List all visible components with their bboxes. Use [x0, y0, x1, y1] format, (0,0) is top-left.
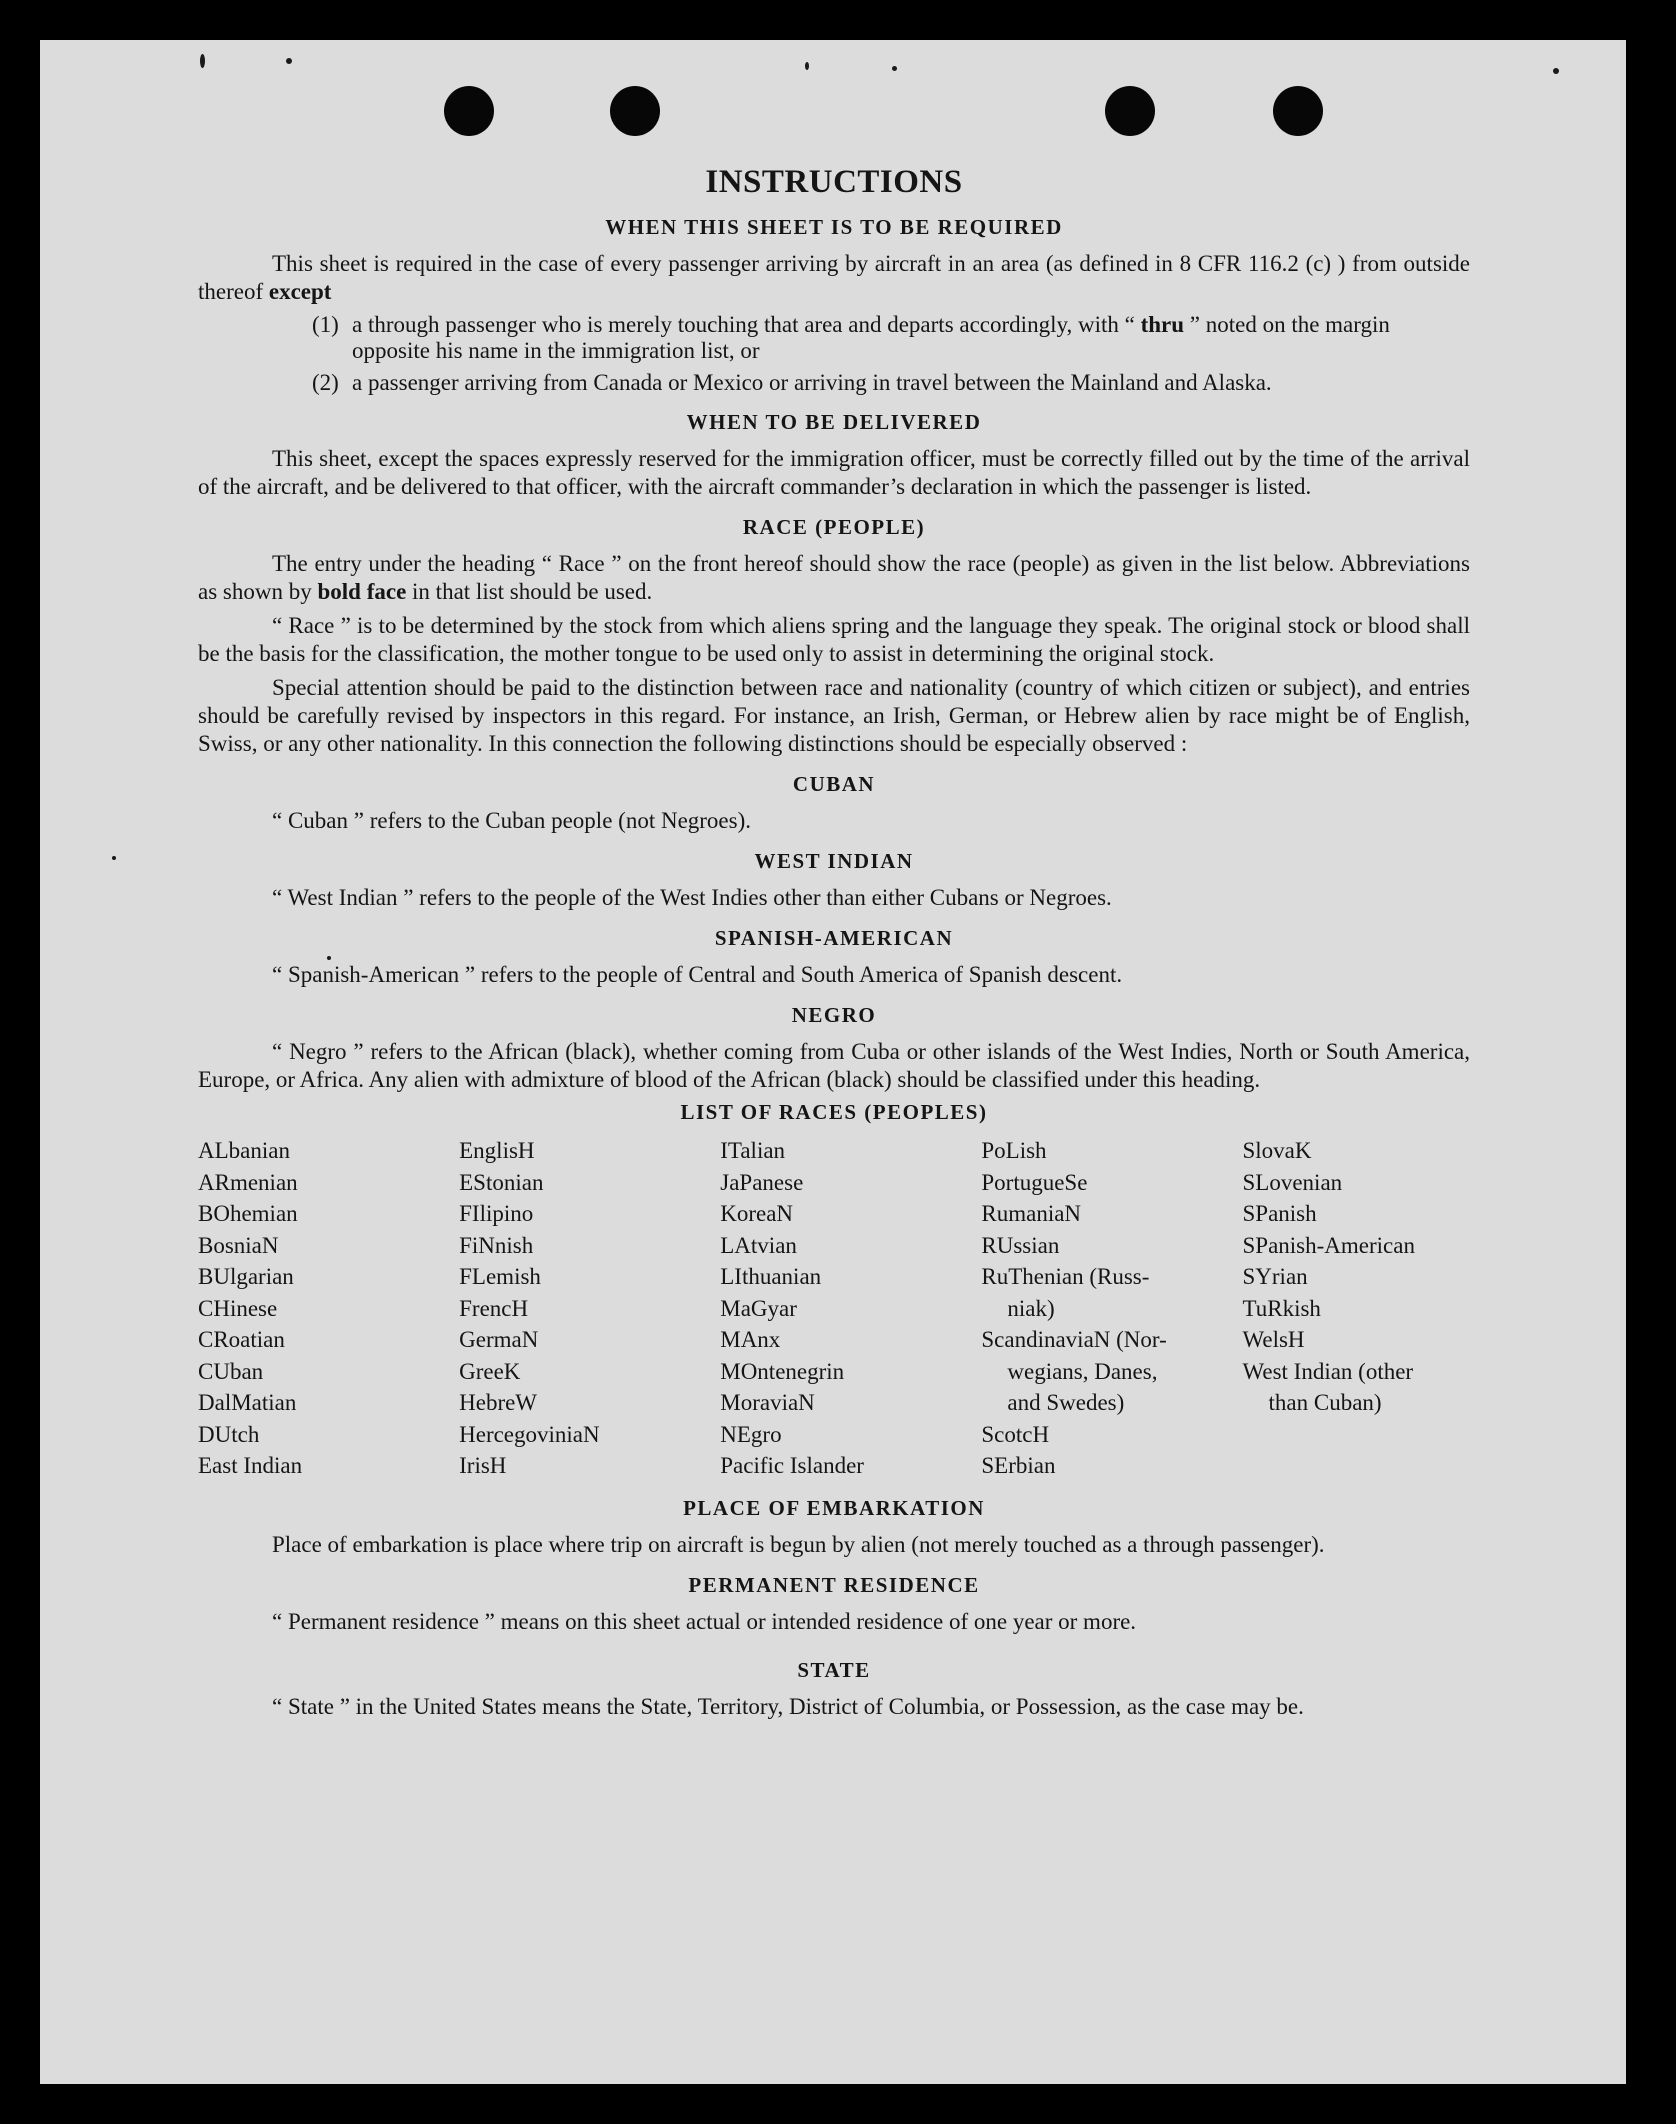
race-list: [198, 1135, 1470, 1482]
speck: [805, 62, 809, 70]
punch-hole: [610, 86, 660, 136]
race-entry: DalMatian: [198, 1390, 297, 1415]
paragraph: “ West Indian ” refers to the people of the West Indies other than either Cubans or Negroes.: [272, 885, 1112, 910]
section-heading: NEGRO: [791, 1003, 877, 1027]
race-entry: HebreW: [459, 1390, 538, 1415]
section-heading: CUBAN: [792, 772, 876, 796]
punch-hole: [444, 86, 494, 136]
race-entry: ARmenian: [198, 1169, 298, 1195]
section-heading: WHEN TO BE DELIVERED: [686, 410, 982, 434]
paragraph: “ Negro ” refers to the African (black), whether coming from Cuba or other islands of the West Indies, North or South America, Europe, or Africa. Any alien with admixture of blood of the African (black) should be classified under this heading.: [198, 1039, 1470, 1092]
race-entry: MaGyar: [720, 1295, 797, 1321]
race-entry: EnglisH: [459, 1138, 535, 1163]
section-heading: WHEN THIS SHEET IS TO BE REQUIRED: [605, 215, 1063, 239]
race-entry: East Indian: [198, 1453, 303, 1478]
race-column: [459, 1135, 720, 1482]
race-entry: Pacific Islander: [720, 1453, 864, 1478]
race-column: [1243, 1135, 1471, 1482]
page-title: INSTRUCTIONS: [705, 164, 963, 200]
paragraph: “ Cuban ” refers to the Cuban people (not Negroes).: [272, 808, 752, 833]
race-entry: BosniaN: [198, 1232, 279, 1258]
race-entry: MOntenegrin: [720, 1358, 845, 1384]
paragraph: This sheet, except the spaces expressly reserved for the immigration officer, must be correctly filled out by the time of the arrival of the aircraft, and be delivered to that officer, with the aircraft commander’s declaration in which the passenger is listed.: [198, 446, 1470, 499]
section-heading: RACE (PEOPLE): [742, 515, 926, 539]
speck: [892, 66, 897, 71]
race-entry: JaPanese: [720, 1169, 804, 1195]
race-entry: West Indian (other: [1242, 1358, 1414, 1384]
race-column: [198, 1135, 459, 1482]
race-entry: niak): [1007, 1295, 1055, 1321]
race-entry: WelsH: [1242, 1327, 1305, 1352]
race-entry: FLemish: [459, 1264, 541, 1289]
section-heading: PLACE OF EMBARKATION: [683, 1495, 985, 1520]
race-entry: GermaN: [459, 1327, 539, 1352]
section-heading: LIST OF RACES (PEOPLES): [680, 1100, 988, 1124]
race-entry: SErbian: [981, 1453, 1056, 1478]
race-entry: SPanish: [1242, 1201, 1317, 1226]
race-entry: FiNnish: [459, 1232, 534, 1258]
race-column: [720, 1135, 981, 1482]
speck: [286, 58, 292, 64]
race-entry: CRoatian: [198, 1327, 285, 1352]
race-entry: GreeK: [459, 1358, 521, 1384]
race-entry: LAtvian: [720, 1232, 797, 1258]
race-entry: ScandinaviaN (Nor-: [981, 1327, 1167, 1352]
race-entry: LIthuanian: [720, 1264, 822, 1289]
race-entry: and Swedes): [1007, 1390, 1125, 1415]
paragraph: Place of embarkation is place where trip on aircraft is begun by alien (not merely touched as a through passenger).: [272, 1531, 1325, 1557]
race-entry: PoLish: [981, 1138, 1047, 1163]
speck: [112, 856, 116, 860]
paragraph: Special attention should be paid to the distinction between race and nationality (country of which citizen or subject), and entries should be carefully revised by inspectors in this regard. For instance, an Irish, German, or Hebrew alien by race might be of English, Swiss, or any other nationality. In this connection the following distinctions should be especially observed :: [198, 675, 1470, 756]
section-heading: WEST INDIAN: [754, 849, 914, 873]
punch-hole: [1105, 86, 1155, 136]
race-entry: SPanish-American: [1242, 1232, 1415, 1258]
race-entry: RuThenian (Russ-: [981, 1264, 1150, 1289]
race-entry: CHinese: [198, 1295, 278, 1321]
race-entry: EStonian: [459, 1169, 544, 1195]
speck: [200, 54, 205, 68]
paragraph: This sheet is required in the case of every passenger arriving by aircraft in an area (as defined in 8 CFR 116.2 (c) ) from outside thereof except: [198, 251, 1470, 304]
paragraph: “ State ” in the United States means the State, Territory, District of Columbia, or Possession, as the case may be.: [272, 1693, 1304, 1719]
document-sheet: [40, 40, 1626, 2084]
race-entry: HercegoviniaN: [459, 1421, 600, 1447]
race-entry: KoreaN: [720, 1201, 794, 1226]
race-entry: FIlipino: [459, 1201, 534, 1226]
race-entry: IrisH: [459, 1453, 507, 1478]
list-item: (1) a through passenger who is merely touching that area and departs accordingly, with “ thru ” noted on the margin opposite his name in the immigration list, or: [312, 312, 1390, 363]
list-item: (2) a passenger arriving from Canada or Mexico or arriving in travel between the Mainland and Alaska.: [312, 370, 1272, 395]
race-entry: BUlgarian: [198, 1264, 294, 1289]
race-entry: ScotcH: [981, 1421, 1050, 1447]
paragraph: “ Spanish-American ” refers to the people of Central and South America of Spanish descent.: [272, 962, 1123, 987]
race-entry: SlovaK: [1242, 1138, 1312, 1163]
race-entry: FrencH: [459, 1295, 529, 1321]
paragraph: “ Race ” is to be determined by the stock from which aliens spring and the language they speak. The original stock or blood shall be the basis for the classification, the mother tongue to be used only to assist in determining the original stock.: [198, 613, 1470, 666]
race-entry: SYrian: [1242, 1264, 1308, 1289]
speck: [1553, 68, 1559, 74]
race-entry: RUssian: [981, 1232, 1060, 1258]
punch-hole: [1273, 86, 1323, 136]
section-heading: SPANISH-AMERICAN: [714, 926, 954, 950]
section-heading: STATE: [797, 1657, 871, 1682]
race-entry: PortugueSe: [981, 1169, 1088, 1195]
race-entry: DUtch: [198, 1421, 260, 1447]
section-heading: PERMANENT RESIDENCE: [688, 1572, 980, 1597]
race-entry: MAnx: [720, 1327, 781, 1352]
race-entry: MoraviaN: [720, 1390, 815, 1415]
race-entry: wegians, Danes,: [1007, 1358, 1158, 1384]
race-entry: CUban: [198, 1358, 264, 1384]
race-entry: ITalian: [720, 1138, 786, 1163]
race-entry: than Cuban): [1268, 1390, 1382, 1415]
race-entry: ALbanian: [198, 1138, 290, 1163]
paragraph: “ Permanent residence ” means on this sheet actual or intended residence of one year or more.: [272, 1608, 1137, 1634]
race-entry: SLovenian: [1242, 1169, 1343, 1195]
race-entry: NEgro: [720, 1421, 782, 1447]
paragraph: The entry under the heading “ Race ” on the front hereof should show the race (people) as given in the list below. Abbreviations as shown by bold face in that list should be used.: [198, 551, 1470, 604]
race-entry: BOhemian: [198, 1201, 298, 1226]
race-column: [981, 1135, 1242, 1482]
race-entry: TuRkish: [1242, 1295, 1321, 1321]
race-entry: RumaniaN: [981, 1201, 1082, 1226]
